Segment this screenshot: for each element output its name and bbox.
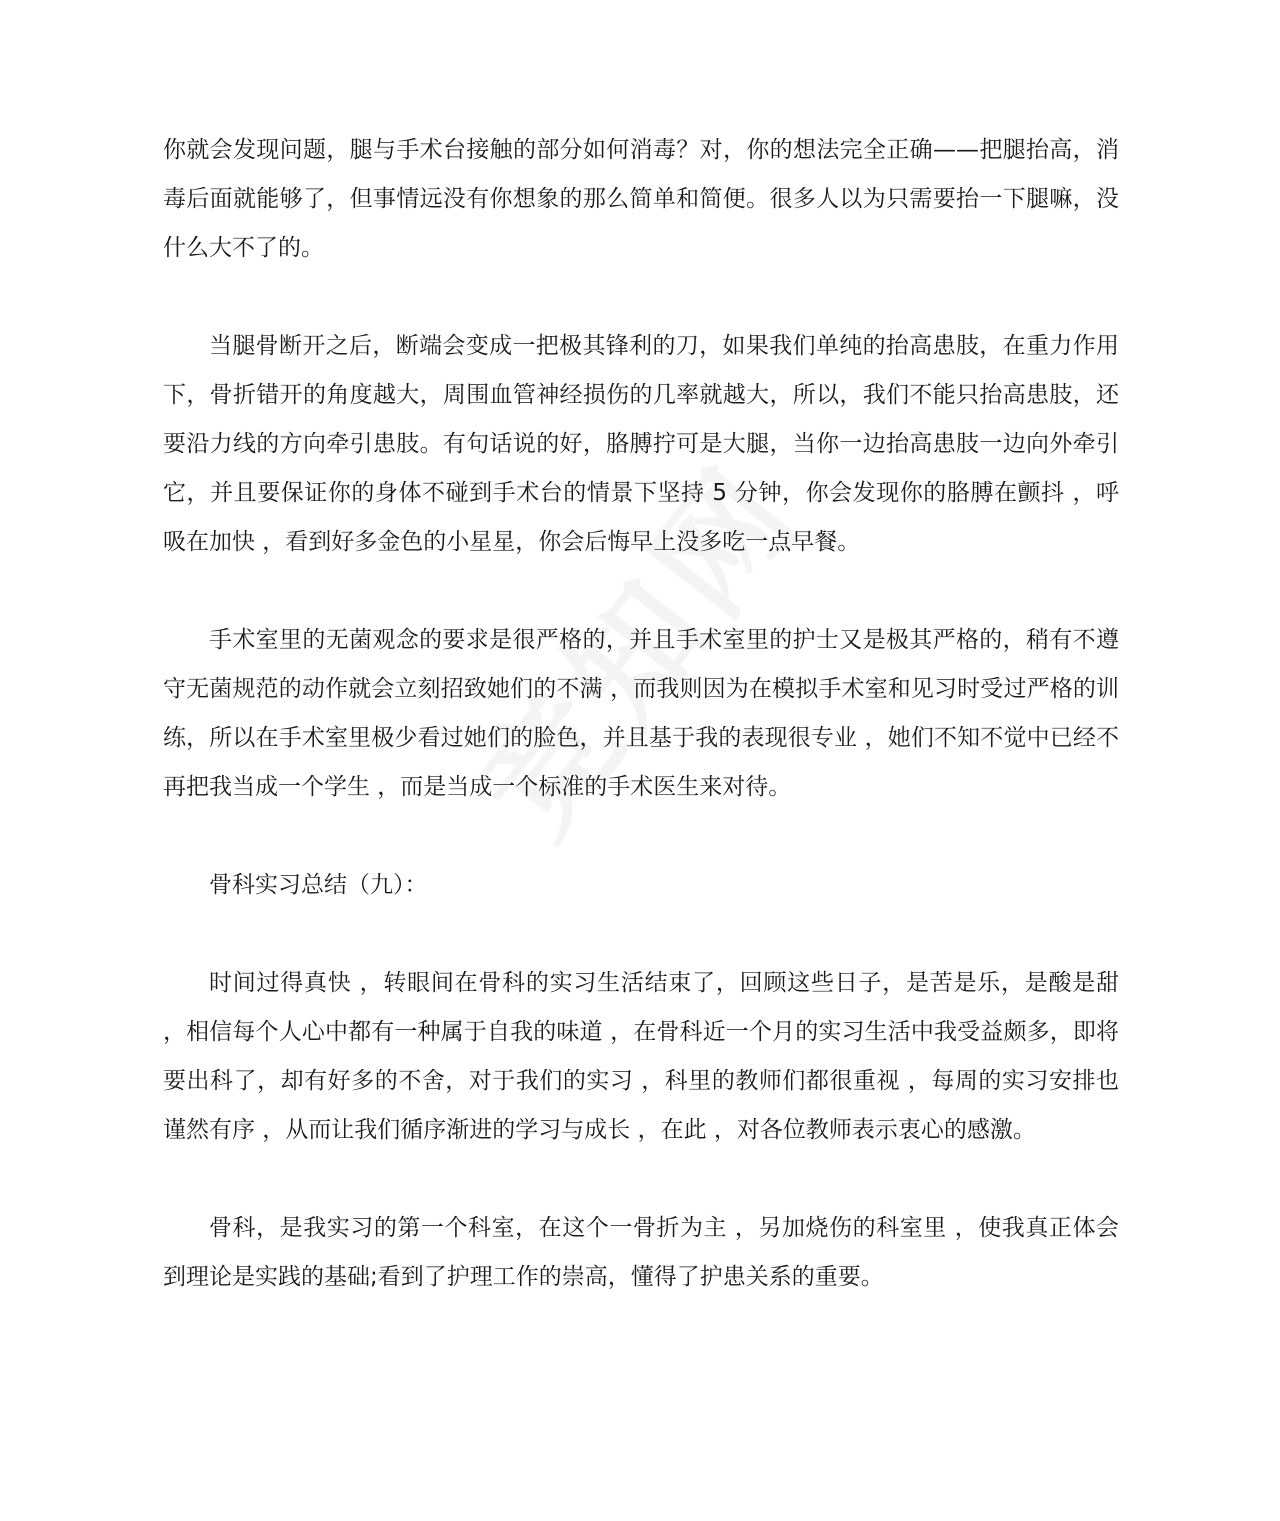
paragraph-leg-traction: 当腿骨断开之后，断端会变成一把极其锋利的刀，如果我们单纯的抬高患肢，在重力作用下，骨折错开的角度越大，周围血管神经损伤的几率就越大，所以，我们不能只抬高患肢，还要沿力线的方向牵引患肢。有句话说的好，胳膊拧可是大腿，当你一边抬高患肢一边向外牵引它，并且要保证你的身体不碰到手术台的情景下坚持 5 分钟，你会发现你的胳膊在颤抖 ，呼吸在加快 ，看到好多金色的小星星，你会后悔早上没多吃一点早餐。 [163, 333, 1119, 555]
paragraph-continuation: 你就会发现问题，腿与手术台接触的部分如何消毒？对，你的想法完全正确——把腿抬高，消毒后面就能够了，但事情远没有你想象的那么简单和简便。很多人以为只需要抬一下腿嘛，没什么大不了的。 [163, 137, 1119, 261]
section-heading: 骨科实习总结（九）： [209, 872, 428, 898]
document-body [163, 126, 1119, 1351]
paragraph-time-flies: 时间过得真快 ，转眼间在骨科的实习生活结束了，回顾这些日子，是苦是乐，是酸是甜 ，相信每个人心中都有一种属于自我的味道 ，在骨科近一个月的实习生活中我受益颇多，即将要出科了，却有好多的不舍，对于我们的实习 ，科里的教师们都很重视 ，每周的实习安排也谨然有序 ，从而让我们循序渐进的学习与成长 ，在此 ，对各位教师表示衷心的感激。 [163, 970, 1119, 1143]
paragraph-sterile-concept: 手术室里的无菌观念的要求是很严格的，并且手术室里的护士又是极其严格的，稍有不遵守无菌规范的动作就会立刻招致她们的不满 ，而我则因为在模拟手术室和见习时受过严格的训练，所以在手术室里极少看过她们的脸色，并且基于我的表现很专业 ，她们不知不觉中已经不再把我当成一个学生 ，而是当成一个标准的手术医生来对待。 [163, 627, 1119, 800]
paragraph-orthopedics: 骨科，是我实习的第一个科室，在这个一骨折为主 ，另加烧伤的科室里 ，使我真正体会到理论是实践的基础;看到了护理工作的崇高，懂得了护患关系的重要。 [163, 1215, 1119, 1290]
